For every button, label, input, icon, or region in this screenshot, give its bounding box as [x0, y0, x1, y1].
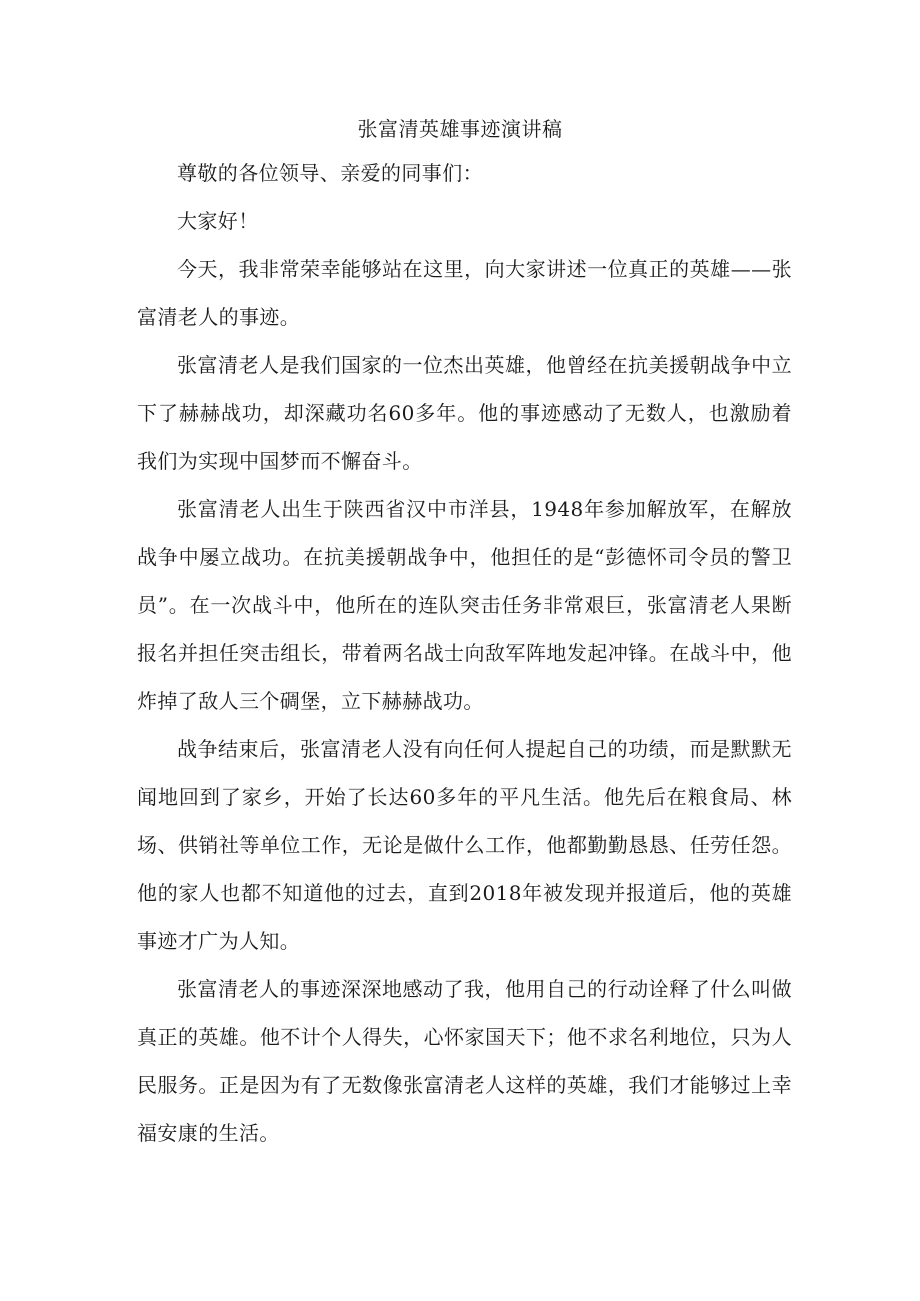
- hero-summary-paragraph: 张富清老人是我们国家的一位杰出英雄，他曾经在抗美援朝战争中立下了赫赫战功，却深藏功名60多年。他的事迹感动了无数人，也激励着我们为实现中国梦而不懈奋斗。: [137, 353, 792, 473]
- salutation-paragraph: 尊敬的各位领导、亲爱的同事们：: [177, 161, 483, 185]
- intro-paragraph: 今天，我非常荣幸能够站在这里，向大家讲述一位真正的英雄——张富清老人的事迹。: [137, 257, 792, 329]
- biography-paragraph: 张富清老人出生于陕西省汉中市洋县，1948年参加解放军，在解放战争中屡立战功。在抗美援朝战争中，他担任的是“彭德怀司令员的警卫员”。在一次战斗中，他所在的连队突击任务非常艰巨，张富清老人果断报名并担任突击组长，带着两名战士向敌军阵地发起冲锋。在战斗中，他炸掉了敌人三个碉堡，立下赫赫战功。: [137, 497, 792, 713]
- document-title: 张富清英雄事迹演讲稿: [357, 117, 563, 141]
- reflection-paragraph: 张富清老人的事迹深深地感动了我，他用自己的行动诠释了什么叫做真正的英雄。他不计个人得失，心怀家国天下；他不求名利地位，只为人民服务。正是因为有了无数像张富清老人这样的英雄，我们才能够过上幸福安康的生活。: [137, 977, 792, 1145]
- greeting-paragraph: 大家好！: [177, 209, 259, 233]
- post-war-paragraph: 战争结束后，张富清老人没有向任何人提起自己的功绩，而是默默无闻地回到了家乡，开始了长达60多年的平凡生活。他先后在粮食局、林场、供销社等单位工作，无论是做什么工作，他都勤勤恳恳、任劳任怨。他的家人也都不知道他的过去，直到2018年被发现并报道后，他的英雄事迹才广为人知。: [137, 737, 792, 953]
